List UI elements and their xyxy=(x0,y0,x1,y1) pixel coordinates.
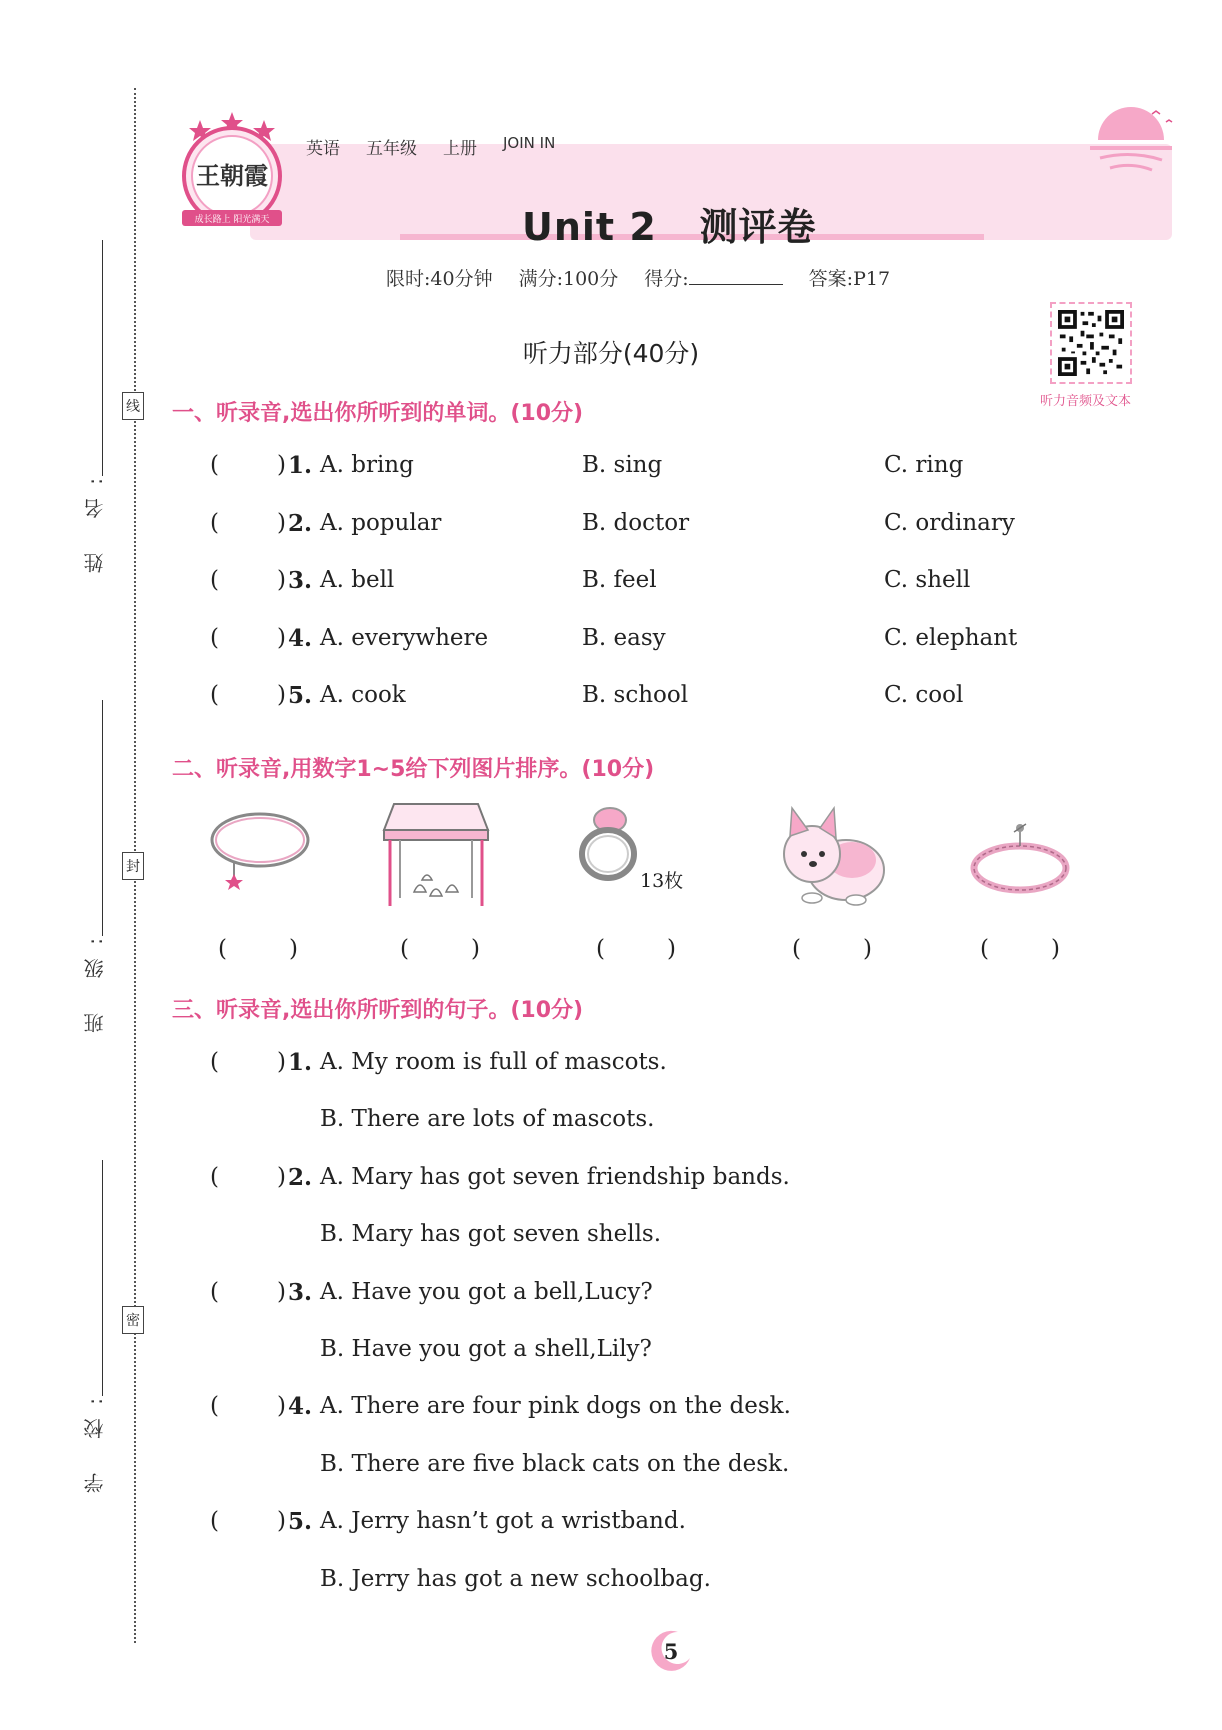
option-c: C. ring xyxy=(884,452,964,478)
brand-logo xyxy=(172,112,292,232)
necklace-icon xyxy=(206,800,314,896)
section3-title: 三、听录音,选出你所听到的句子。(10分) xyxy=(172,998,584,1023)
section1-title: 一、听录音,选出你所听到的单词。(10分) xyxy=(172,401,584,426)
s3-q4-sentence-b: B. There are five black cats on the desk. xyxy=(320,1451,790,1477)
option-a: A. everywhere xyxy=(320,625,489,651)
book-breadcrumb xyxy=(306,134,555,159)
question-number: 4. xyxy=(288,1393,313,1420)
rings-count-label: 13枚 xyxy=(640,870,684,892)
qr-caption: 听力音频及文本 xyxy=(1040,394,1132,409)
option-c: C. ordinary xyxy=(884,510,1015,536)
sentence-a: A. Have you got a bell,Lucy? xyxy=(320,1279,653,1305)
grade-label: 五年级 xyxy=(366,139,417,159)
sentence-a: A. There are four pink dogs on the desk. xyxy=(320,1393,791,1419)
sunset-decoration-icon xyxy=(1076,104,1186,194)
binding-mark-line: 线 xyxy=(122,392,144,420)
option-a: A. bell xyxy=(320,567,395,593)
corgi-dog-icon xyxy=(776,804,888,908)
section2-title: 二、听录音,用数字1~5给下列图片排序。(10分) xyxy=(172,757,655,782)
part-title: 听力部分(40分) xyxy=(522,339,700,368)
score-blank[interactable] xyxy=(689,267,783,285)
school-field-label: 学 校: xyxy=(83,1384,107,1494)
option-b: B. school xyxy=(582,682,689,708)
sentence-a: A. My room is full of mascots. xyxy=(320,1049,667,1075)
option-b: B. easy xyxy=(582,625,666,651)
option-b: B. feel xyxy=(582,567,657,593)
sentence-a: A. Jerry hasn’t got a wristband. xyxy=(320,1508,686,1534)
question-number: 5. xyxy=(288,1508,313,1535)
time-limit: 限时:40分钟 xyxy=(386,268,493,290)
option-a: A. cook xyxy=(320,682,406,708)
sentence-a: A. Mary has got seven friendship bands. xyxy=(320,1164,790,1190)
table-with-shells-icon xyxy=(380,800,492,910)
s3-q1-sentence-b: B. There are lots of mascots. xyxy=(320,1106,655,1132)
bracelet-icon xyxy=(970,820,1070,900)
class-underline xyxy=(102,700,103,936)
question-number: 3. xyxy=(288,1279,313,1306)
logo-name: 王朝霞 xyxy=(196,162,268,190)
volume-label: 上册 xyxy=(443,139,477,159)
question-number: 4. xyxy=(288,625,313,652)
logo-motto: 成长路上 阳光满天 xyxy=(194,215,270,225)
option-c: C. cool xyxy=(884,682,964,708)
s3-q3-sentence-b: B. Have you got a shell,Lily? xyxy=(320,1336,652,1362)
page-number xyxy=(648,1628,694,1674)
option-b: B. doctor xyxy=(582,510,690,536)
question-number: 3. xyxy=(288,567,313,594)
question-number: 2. xyxy=(288,510,313,537)
page-title: Unit 2 测评卷 xyxy=(522,205,817,249)
name-field-label: 姓 名: xyxy=(83,464,107,574)
option-a: A. bring xyxy=(320,452,414,478)
option-c: C. shell xyxy=(884,567,971,593)
binding-mark-secret: 密 xyxy=(122,1306,144,1334)
option-a: A. popular xyxy=(320,510,442,536)
option-c: C. elephant xyxy=(884,625,1018,651)
exam-info xyxy=(386,264,890,291)
s3-q2-sentence-b: B. Mary has got seven shells. xyxy=(320,1221,662,1247)
rings-icon xyxy=(578,800,640,886)
subject-label: 英语 xyxy=(306,139,340,159)
question-number: 2. xyxy=(288,1164,313,1191)
page-number-text: 5 xyxy=(663,1638,679,1664)
edition-label: JOIN IN xyxy=(503,134,556,152)
score-label: 得分: xyxy=(644,268,689,290)
question-number: 1. xyxy=(288,452,313,479)
s3-q5-sentence-b: B. Jerry has got a new schoolbag. xyxy=(320,1566,711,1592)
class-field-label: 班 级: xyxy=(83,924,107,1034)
school-underline xyxy=(102,1160,103,1396)
option-b: B. sing xyxy=(582,452,663,478)
answer-reference: 答案:P17 xyxy=(808,268,891,290)
question-number: 1. xyxy=(288,1049,313,1076)
question-number: 5. xyxy=(288,682,313,709)
full-score: 满分:100分 xyxy=(518,268,619,290)
binding-mark-seal: 封 xyxy=(122,852,144,880)
